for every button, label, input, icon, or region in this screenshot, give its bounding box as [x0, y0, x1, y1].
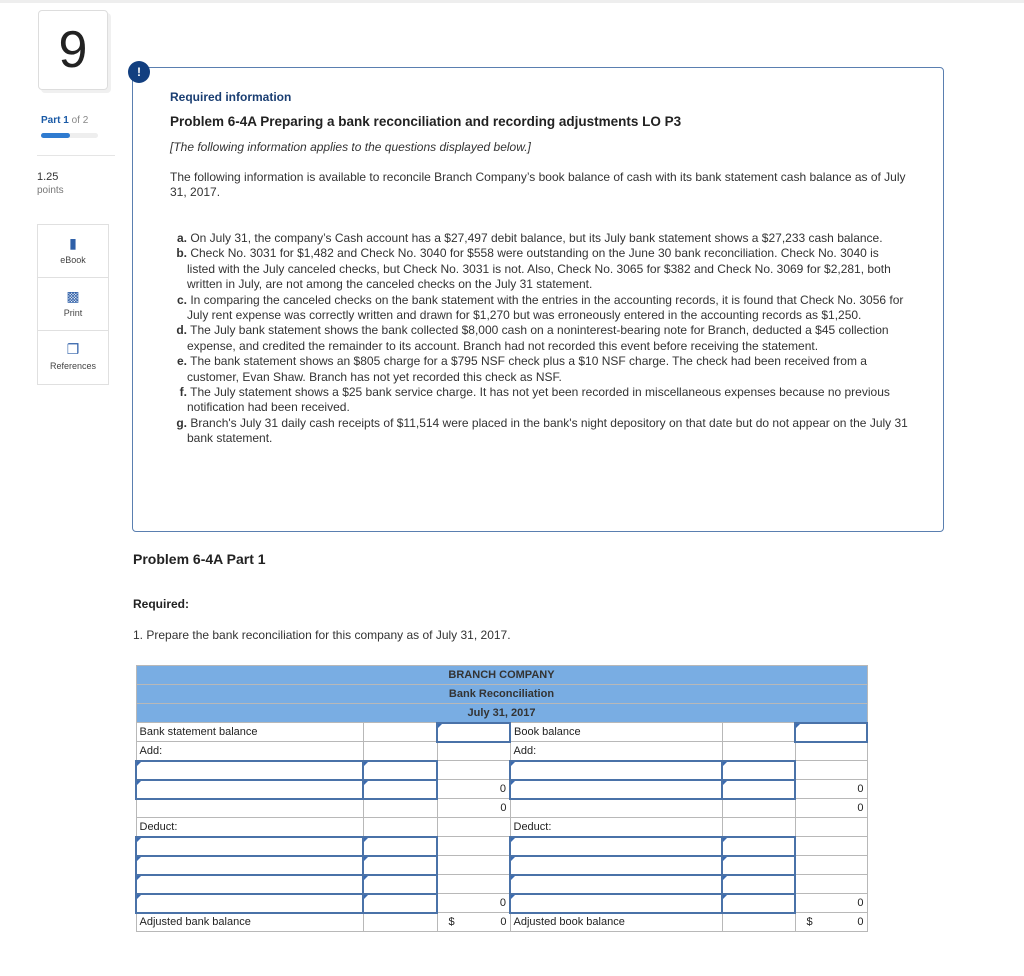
cell — [722, 742, 795, 761]
print-label: Print — [63, 308, 83, 318]
cell — [722, 818, 795, 837]
required-heading: Required: — [133, 597, 190, 611]
cell — [363, 818, 437, 837]
top-border — [0, 0, 1024, 3]
cell — [795, 837, 867, 856]
part-label: Part — [41, 115, 61, 126]
list-item — [170, 385, 910, 416]
bank-deduct-label: Deduct: — [136, 818, 363, 837]
list-item — [170, 293, 910, 324]
book-balance-input[interactable] — [795, 723, 867, 742]
bank-deduct-amount-input[interactable] — [363, 875, 437, 894]
print-button[interactable] — [38, 278, 108, 331]
points-value: 1.25 — [37, 171, 59, 183]
bank-deduct-desc-input[interactable] — [136, 875, 363, 894]
references-button[interactable] — [38, 331, 108, 384]
cell — [363, 723, 437, 742]
cell — [510, 799, 722, 818]
item-letter: e. — [176, 354, 187, 369]
list-item — [170, 246, 910, 292]
book-add-total: 0 — [795, 799, 867, 818]
cell — [363, 913, 437, 932]
cell — [437, 875, 510, 894]
cell — [363, 799, 437, 818]
references-label: References — [49, 361, 97, 371]
cell — [437, 856, 510, 875]
part-current: 1 — [63, 115, 69, 126]
cell — [795, 818, 867, 837]
info-note: [The following information applies to the questions displayed below.] — [170, 140, 531, 154]
ebook-button[interactable] — [38, 225, 108, 278]
adjusted-book-value: 0 — [857, 916, 864, 928]
part-progress-bar — [41, 133, 98, 138]
book-balance-label: Book balance — [510, 723, 722, 742]
cell — [136, 799, 363, 818]
cell — [437, 837, 510, 856]
cell — [437, 742, 510, 761]
cell — [363, 742, 437, 761]
item-letter: c. — [176, 292, 187, 307]
book-deduct-label: Deduct: — [510, 818, 722, 837]
printer-icon: ▩ — [66, 288, 80, 304]
cell — [795, 742, 867, 761]
copy-icon: ❐ — [66, 341, 80, 357]
bank-add-amount-input[interactable] — [363, 780, 437, 799]
currency-symbol: $ — [806, 916, 813, 928]
bank-add-total: 0 — [437, 799, 510, 818]
list-item — [170, 323, 910, 354]
book-deduct-amount-input[interactable] — [722, 875, 795, 894]
bank-add-amount-input[interactable] — [363, 761, 437, 780]
book-add-amount-input[interactable] — [722, 780, 795, 799]
bank-add-subtotal: 0 — [437, 780, 510, 799]
book-deduct-desc-input[interactable] — [510, 894, 722, 913]
book-deduct-amount-input[interactable] — [722, 856, 795, 875]
bank-deduct-amount-input[interactable] — [363, 856, 437, 875]
required-info-heading: Required information — [170, 90, 292, 104]
item-text: The bank statement shows an $805 charge for a $795 NSF check plus a $10 NSF charge. The check had been received from a customer, Evan Shaw. Branch has not yet recorded this check as NSF. — [187, 354, 867, 384]
book-deduct-amount-input[interactable] — [722, 894, 795, 913]
bank-balance-label: Bank statement balance — [136, 723, 363, 742]
alert-icon: ! — [128, 61, 150, 83]
question-number: 9 — [38, 10, 108, 90]
book-add-desc-input[interactable] — [510, 780, 722, 799]
cell — [795, 875, 867, 894]
bank-add-label: Add: — [136, 742, 363, 761]
cell — [722, 723, 795, 742]
item-letter: g. — [176, 415, 187, 430]
list-item — [170, 231, 910, 246]
tools-panel — [37, 224, 109, 385]
book-add-subtotal: 0 — [795, 780, 867, 799]
points-label: points — [37, 185, 64, 196]
bank-balance-input[interactable] — [437, 723, 510, 742]
bank-deduct-desc-input[interactable] — [136, 856, 363, 875]
part-of: of 2 — [71, 115, 89, 126]
adjusted-bank-label: Adjusted bank balance — [136, 913, 363, 932]
item-letter: a. — [176, 231, 187, 245]
book-add-amount-input[interactable] — [722, 761, 795, 780]
ebook-label: eBook — [60, 255, 86, 265]
list-item — [170, 416, 910, 447]
bank-add-desc-input[interactable] — [136, 761, 363, 780]
info-items — [170, 231, 910, 447]
book-icon: ▮ — [69, 235, 77, 251]
cell — [722, 799, 795, 818]
part-title: Problem 6-4A Part 1 — [133, 551, 266, 567]
list-item — [170, 354, 910, 385]
currency-symbol: $ — [448, 916, 455, 928]
adjusted-book-label: Adjusted book balance — [510, 913, 722, 932]
cell — [722, 913, 795, 932]
book-add-label: Add: — [510, 742, 722, 761]
item-text: The July bank statement shows the bank collected $8,000 cash on a noninterest-bearing note for Branch, deducted a $45 collection expense, and credited the remainder to its account. Branch had not recorded this event before receiving the statement. — [187, 323, 889, 353]
part-indicator — [41, 115, 88, 126]
bank-reconciliation-table — [135, 665, 868, 932]
divider — [37, 155, 115, 156]
adjusted-bank-value: 0 — [500, 916, 507, 928]
bank-deduct-desc-input[interactable] — [136, 837, 363, 856]
item-text: The July statement shows a $25 bank service charge. It has not yet been recorded in miscellaneous expenses because no previous notification had been received. — [187, 385, 890, 415]
cell — [795, 761, 867, 780]
statement-title: Bank Reconciliation — [136, 685, 867, 704]
book-add-desc-input[interactable] — [510, 761, 722, 780]
required-text: 1. Prepare the bank reconciliation for this company as of July 31, 2017. — [133, 628, 511, 642]
adjusted-bank-balance — [437, 913, 510, 932]
company-name: BRANCH COMPANY — [136, 666, 867, 685]
bank-deduct-total: 0 — [437, 894, 510, 913]
book-deduct-desc-input[interactable] — [510, 875, 722, 894]
item-letter: d. — [176, 323, 187, 338]
cell — [795, 856, 867, 875]
adjusted-book-balance — [795, 913, 867, 932]
info-intro: The following information is available to reconcile Branch Company’s book balance of cash with its bank statement cash balance as of July 31, 2017. — [170, 170, 906, 199]
bank-deduct-amount-input[interactable] — [363, 837, 437, 856]
item-letter: f. — [179, 385, 187, 400]
bank-deduct-desc-input[interactable] — [136, 894, 363, 913]
statement-date: July 31, 2017 — [136, 704, 867, 723]
book-deduct-desc-input[interactable] — [510, 856, 722, 875]
bank-deduct-amount-input[interactable] — [363, 894, 437, 913]
item-text: Check No. 3031 for $1,482 and Check No. 3040 for $558 were outstanding on the June 30 bank reconciliation. Check No. 3040 is listed with the July canceled checks, but Check No. 3031 is not. Also, Check No. 3065 for $382 and Check No. 3069 for $2,281, both written in July, are not among the canceled checks on the July 31 statement. — [187, 246, 891, 292]
book-deduct-total: 0 — [795, 894, 867, 913]
bank-add-desc-input[interactable] — [136, 780, 363, 799]
item-text: In comparing the canceled checks on the bank statement with the entries in the accounting records, it is found that Check No. 3056 for July rent expense was correctly written and drawn for $1,270 but was erroneously entered in the accounting records as $1,250. — [187, 292, 904, 323]
book-deduct-desc-input[interactable] — [510, 837, 722, 856]
cell — [437, 818, 510, 837]
cell — [437, 761, 510, 780]
item-text: Branch's July 31 daily cash receipts of $11,514 were placed in the bank's night depository on that date but do not appear on the July 31 bank statement. — [187, 415, 908, 446]
item-text: On July 31, the company’s Cash account has a $27,497 debit balance, but its July bank statement shows a $27,233 cash balance. — [190, 231, 883, 245]
item-letter: b. — [176, 246, 187, 261]
problem-title: Problem 6-4A Preparing a bank reconciliation and recording adjustments LO P3 — [170, 114, 682, 129]
book-deduct-amount-input[interactable] — [722, 837, 795, 856]
points — [37, 170, 64, 198]
progress-fill — [41, 133, 70, 138]
